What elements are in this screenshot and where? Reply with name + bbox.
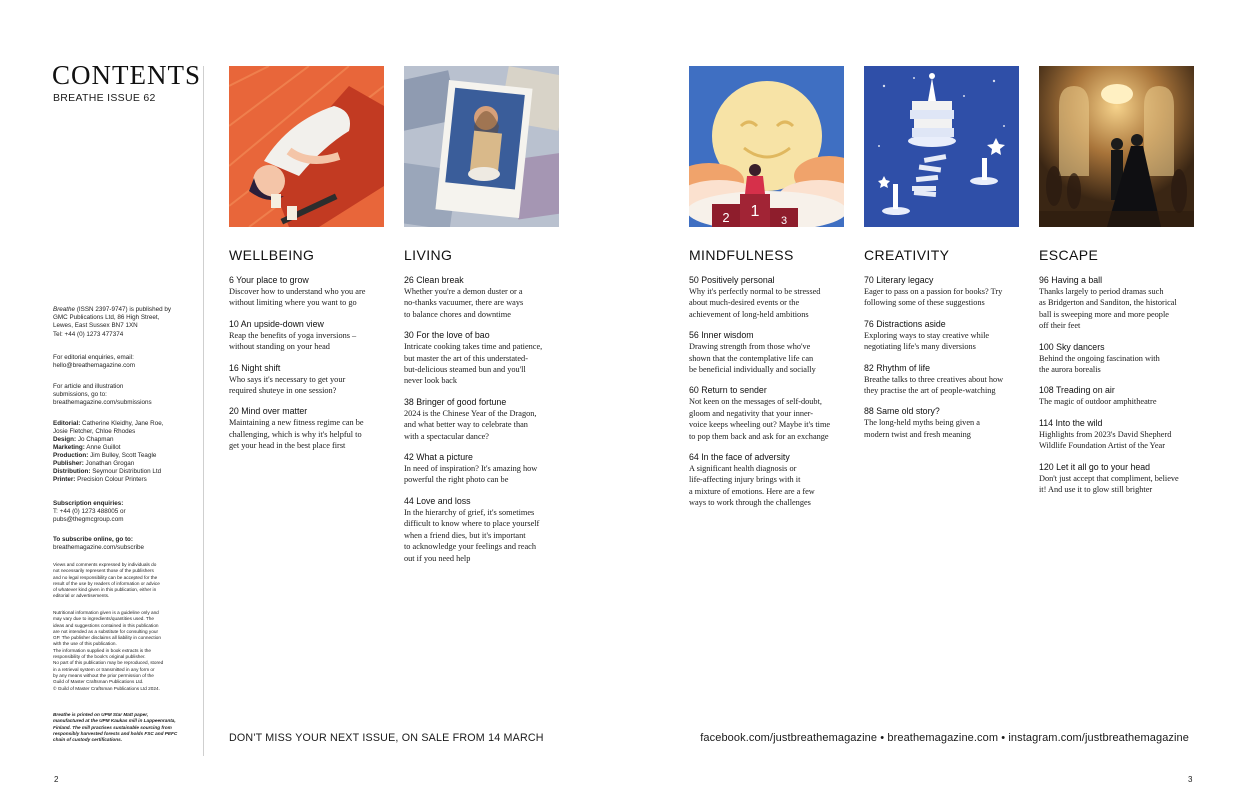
staff-row xyxy=(53,444,193,452)
contents-item[interactable] xyxy=(229,363,389,397)
staff-names: Jonathan Grogan xyxy=(85,460,135,467)
contents-item[interactable] xyxy=(689,275,849,320)
section-heading: CREATIVITY xyxy=(864,247,950,263)
item-title: 76 Distractions aside xyxy=(864,318,946,329)
item-title: 6 Your place to grow xyxy=(229,275,309,285)
item-title: 114 Into the wild xyxy=(1039,417,1103,428)
creativity-image[interactable] xyxy=(864,66,1019,227)
item-title: 56 Inner wisdom xyxy=(689,330,754,341)
item-title: 10 An upside-down view xyxy=(229,318,324,329)
section-creativity xyxy=(864,247,1024,450)
item-title: 50 Positively personal xyxy=(689,275,775,285)
submissions-block xyxy=(53,383,193,407)
staff-row xyxy=(53,460,193,468)
living-image[interactable] xyxy=(404,66,559,227)
staff-names: Jo Chapman xyxy=(77,436,114,443)
item-title: 30 For the love of bao xyxy=(404,330,490,341)
item-title: 60 Return to sender xyxy=(689,385,767,396)
staff-list xyxy=(53,420,193,484)
contents-item[interactable] xyxy=(229,406,389,451)
issue-label: BREATHE ISSUE 62 xyxy=(53,92,156,104)
item-desc: Eager to pass on a passion for books? Try following some of these suggestions xyxy=(864,287,1003,308)
wellbeing-image[interactable] xyxy=(229,66,384,227)
staff-row xyxy=(53,436,193,444)
item-desc: Reap the benefits of yoga inversions – without standing on your head xyxy=(229,330,357,352)
contents-item[interactable] xyxy=(1039,462,1199,496)
column-divider xyxy=(203,66,204,756)
item-desc: Behind the ongoing fascination with the aurora borealis xyxy=(1039,353,1160,375)
paper-text: Breathe is printed on UPM Star Matt paper, manufactured at the UPM Kaukas mill in Lappeenranta, Finland. The mill practises sustainable sourcing from responsibly harvested forests and holds FSC and PEFC chain of custody certifications. xyxy=(53,712,178,743)
page-number-left: 2 xyxy=(54,775,59,784)
item-desc: The magic of outdoor amphitheatre xyxy=(1039,397,1157,407)
staff-row xyxy=(53,452,193,460)
subscribe-heading: To subscribe online, go to: xyxy=(53,536,133,543)
item-desc: Who says it's necessary to get your required shuteye in one session? xyxy=(229,374,346,396)
staff-names: Precision Colour Printers xyxy=(77,476,147,483)
item-title: 44 Love and loss xyxy=(404,495,471,506)
contents-item[interactable] xyxy=(404,330,564,387)
staff-row xyxy=(53,476,193,484)
podium-smiling-sun-illustration xyxy=(689,66,844,227)
editorial-heading: For editorial enquiries, email: xyxy=(53,354,134,361)
item-desc: Exploring ways to stay creative while negotiating life's many diversions xyxy=(864,330,990,352)
item-desc: In need of inspiration? It's amazing how powerful the right photo can be xyxy=(404,464,538,485)
item-desc: Breathe talks to three creatives about how they practise the art of people-watching xyxy=(864,374,1004,396)
contents-item[interactable] xyxy=(1039,275,1199,332)
item-title: 120 Let it all go to your head xyxy=(1039,461,1151,472)
item-title: 108 Treading on air xyxy=(1039,385,1115,396)
mindfulness-image[interactable] xyxy=(689,66,844,227)
contents-item[interactable] xyxy=(1039,385,1199,407)
item-desc: Intricate cooking takes time and patience, but master the art of this understated- but-delicious steamed bun and you'll never look back xyxy=(404,342,543,386)
staff-names: Catherine Kleidhy, Jane Roe, Josie Fletcher, Chloe Rhodes xyxy=(53,420,164,435)
section-heading: LIVING xyxy=(404,247,453,263)
item-title: 82 Rhythm of life xyxy=(864,362,931,373)
item-desc: Thanks largely to period dramas such as Bridgerton and Sanditon, the historical ball is sweeping more and more people off their feet xyxy=(1039,287,1177,331)
page-number-right: 3 xyxy=(1188,775,1193,784)
item-desc: Why it's perfectly normal to be stressed about much-desired events or the achievement of long-held ambitions xyxy=(689,287,821,319)
item-title: 38 Bringer of good fortune xyxy=(404,396,507,407)
nutrition-text: Nutritional information given is a guideline only and may vary due to ingredients/quantities used. The ideas and suggestions contained in this publication are not intended as a substitute for consulting your GP. The publisher disclaims all liability in connection with the use of this publication. The information supplied in book extracts is the responsibility of the book's original publisher. No part of this publication may be reproduced, stored in a retrieval system or transmitted in any form or by any means without the prior permission of the Guild of Master Craftsman Publications Ltd. © Guild of Master Craftsman Publications Ltd 2024. xyxy=(53,610,164,691)
item-desc: Not keen on the messages of self-doubt, gloom and negativity that your inner- voice keeps wheeling out? Maybe it's time to pop them back and ask for an exchange xyxy=(689,397,831,441)
imprint-brand: Breathe xyxy=(53,306,76,313)
imprint-body: (ISSN 2397-9747) is published by GMC Publications Ltd, 86 High Street, Lewes, East Sussex BN7 1XN xyxy=(53,306,171,329)
contents-item[interactable] xyxy=(864,275,1024,309)
item-desc: In the hierarchy of grief, it's sometimes difficult to know where to place yourself when a friend dies, but it's important to acknowledge your feelings and reach out if you need help xyxy=(404,507,540,563)
social-links[interactable]: facebook.com/justbreathemagazine • breathemagazine.com • instagram.com/justbreathemagazine xyxy=(700,732,1189,744)
section-heading: ESCAPE xyxy=(1039,247,1099,263)
contents-item[interactable] xyxy=(404,397,564,442)
section-heading: MINDFULNESS xyxy=(689,247,794,263)
staff-role: Editorial: xyxy=(53,420,81,427)
contents-item[interactable] xyxy=(689,452,849,509)
next-issue-banner: DON'T MISS YOUR NEXT ISSUE, ON SALE FROM 14 MARCH xyxy=(229,732,544,744)
contents-item[interactable] xyxy=(404,496,564,564)
item-desc: The long-held myths being given a modern twist and fresh meaning xyxy=(864,418,980,439)
book-stack-stars-illustration xyxy=(864,66,1019,227)
item-desc: Whether you're a demon duster or a no-thanks vacuumer, there are ways to balance chores and downtime xyxy=(404,287,524,319)
item-desc: Maintaining a new fitness regime can be challenging, which is why it's helpful to get your head in the best place first xyxy=(229,418,364,451)
reclining-woman-illustration xyxy=(229,66,384,227)
item-desc: A significant health diagnosis or life-affecting injury brings with it a mixture of emotions. Here are a few ways to work through the challenges xyxy=(689,464,815,508)
subscription-heading: Subscription enquiries: xyxy=(53,500,124,507)
subscription-block xyxy=(53,500,193,524)
contents-item[interactable] xyxy=(1039,418,1199,452)
submissions-heading: For article and illustration submissions, go to: xyxy=(53,383,124,398)
item-title: 26 Clean break xyxy=(404,275,464,285)
section-mindfulness xyxy=(689,247,849,519)
section-heading: WELLBEING xyxy=(229,247,315,263)
staff-row xyxy=(53,420,193,436)
subscription-details: T: +44 (0) 1273 488005 or pubs@thegmcgroup.com xyxy=(53,508,126,523)
subscribe-url[interactable]: breathemagazine.com/subscribe xyxy=(53,544,145,551)
item-title: 100 Sky dancers xyxy=(1039,341,1105,352)
editorial-email[interactable]: hello@breathemagazine.com xyxy=(53,362,136,369)
contents-item[interactable] xyxy=(404,452,564,486)
item-title: 70 Literary legacy xyxy=(864,275,934,285)
disclaimer-text: Views and comments expressed by individuals do not necessarily represent those of the publishers and no legal responsibility can be accepted for the result of the use by readers of information or advice of whatever kind given in this publication, either in editorial or advertisements. xyxy=(53,562,160,599)
contents-item[interactable] xyxy=(689,385,849,442)
item-desc: Highlights from 2023's David Shepherd Wildlife Foundation Artist of the Year xyxy=(1039,429,1172,451)
contents-item[interactable] xyxy=(1039,342,1199,376)
item-desc: 2024 is the Chinese Year of the Dragon, and what better way to celebrate than with a spectacular dance? xyxy=(404,408,537,441)
staff-role: Marketing: xyxy=(53,444,85,451)
staff-role: Production: xyxy=(53,452,89,459)
item-title: 96 Having a ball xyxy=(1039,275,1103,285)
imprint-tel: Tel: +44 (0) 1273 477374 xyxy=(53,331,124,338)
staff-names: Anne Guillot xyxy=(86,444,121,451)
section-living xyxy=(404,247,564,574)
page-title: CONTENTS xyxy=(52,60,201,90)
staff-role: Printer: xyxy=(53,476,76,483)
staff-names: Seymour Distribution Ltd xyxy=(92,468,162,475)
escape-image[interactable] xyxy=(1039,66,1194,227)
contents-item[interactable] xyxy=(864,319,1024,353)
subscribe-block xyxy=(53,536,193,552)
item-desc: Drawing strength from those who've shown that the contemplative life can be beneficial individually and socially xyxy=(689,342,816,375)
staff-role: Design: xyxy=(53,436,77,443)
ballroom-dancers-illustration xyxy=(1039,66,1194,227)
imprint-block xyxy=(53,306,193,339)
item-title: 64 In the face of adversity xyxy=(689,452,790,463)
staff-names: Jim Bulley, Scott Teagle xyxy=(90,452,157,459)
section-escape xyxy=(1039,247,1199,505)
staff-role: Distribution: xyxy=(53,468,91,475)
item-title: 20 Mind over matter xyxy=(229,406,308,417)
item-title: 42 What a picture xyxy=(404,452,473,463)
podium-second: 2 xyxy=(722,210,730,225)
item-desc: Discover how to understand who you are without limiting where you want to go xyxy=(229,287,366,308)
contents-item[interactable] xyxy=(229,319,389,353)
item-title: 88 Same old story? xyxy=(864,406,940,417)
contents-item[interactable] xyxy=(864,363,1024,397)
contents-item[interactable] xyxy=(864,406,1024,440)
contents-item[interactable] xyxy=(404,275,564,320)
staff-row xyxy=(53,468,193,476)
submissions-url[interactable]: breathemagazine.com/submissions xyxy=(53,399,152,406)
section-wellbeing xyxy=(229,247,389,462)
podium-third: 3 xyxy=(780,215,788,227)
imprint-text xyxy=(53,306,193,330)
staff-role: Publisher: xyxy=(53,460,84,467)
contents-item[interactable] xyxy=(689,330,849,375)
podium-first: 1 xyxy=(750,203,760,220)
item-desc: Don't just accept that compliment, believe it! And use it to glow still brighter xyxy=(1039,473,1179,495)
contents-item[interactable] xyxy=(229,275,389,309)
item-title: 16 Night shift xyxy=(229,362,281,373)
editorial-block xyxy=(53,354,193,370)
polaroid-photos-illustration xyxy=(404,66,559,227)
